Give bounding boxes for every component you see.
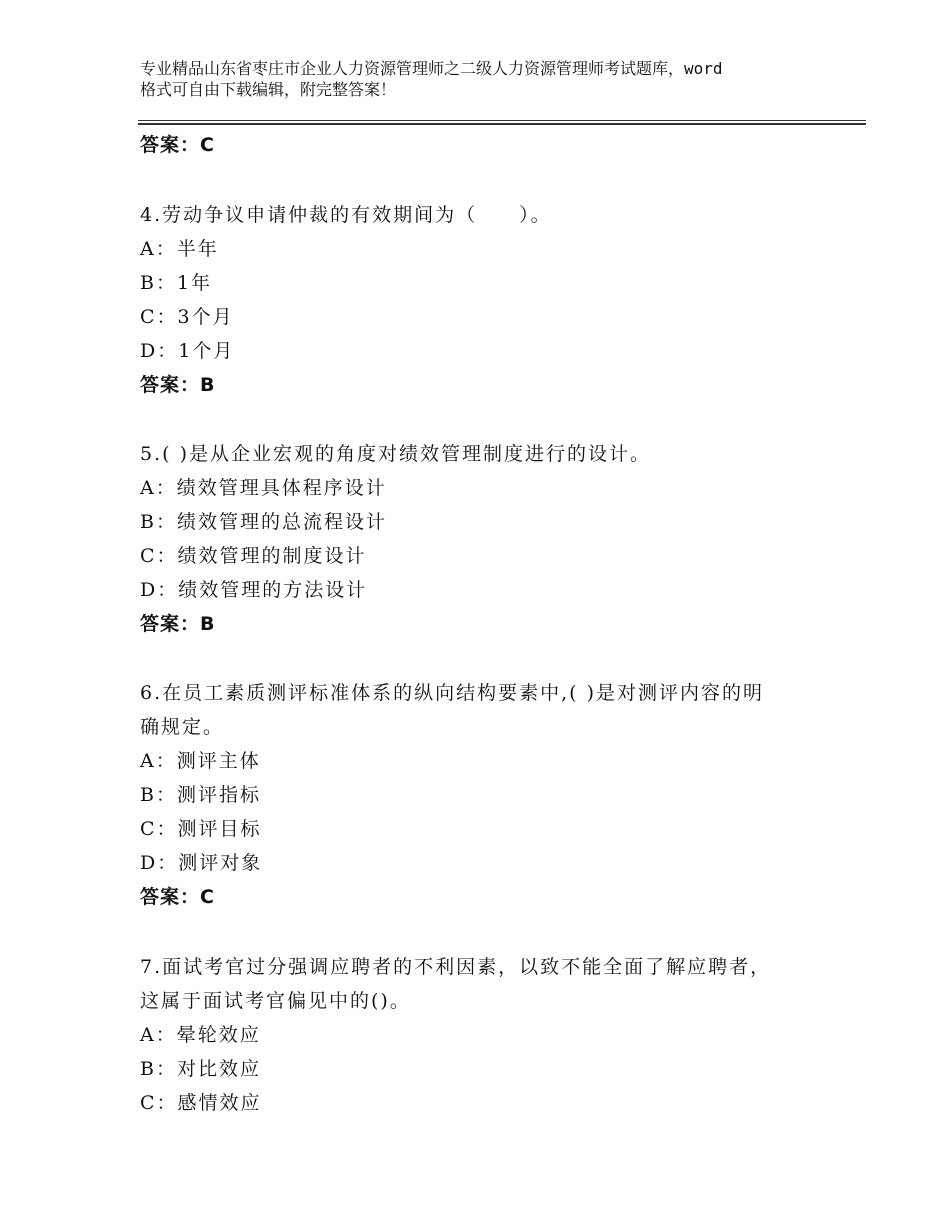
question-stem: 6.在员工素质测评标准体系的纵向结构要素中,( )是对测评内容的明 [140, 682, 765, 704]
header-line-2: 格式可自由下载编辑，附完整答案！ [140, 80, 397, 99]
option-c: C：3个月 [140, 306, 234, 328]
option-c: C：感情效应 [140, 1092, 262, 1114]
option-a: A：晕轮效应 [140, 1024, 261, 1046]
answer-line: 答案：C [140, 886, 215, 908]
answer-line: 答案：B [140, 374, 216, 396]
header-divider [138, 120, 866, 125]
question-stem: 4.劳动争议申请仲裁的有效期间为（ ）。 [140, 204, 552, 226]
answer-line: 答案：B [140, 613, 216, 635]
option-d: D：测评对象 [140, 852, 263, 874]
question-stem: 5.( )是从企业宏观的角度对绩效管理制度进行的设计。 [140, 443, 651, 465]
option-a: A：半年 [140, 238, 219, 260]
option-b: B：1年 [140, 272, 213, 294]
option-c: C：绩效管理的制度设计 [140, 545, 367, 567]
option-b: B：对比效应 [140, 1058, 261, 1080]
page-header [140, 58, 840, 100]
option-a: A：测评主体 [140, 750, 261, 772]
question-stem: 7.面试考官过分强调应聘者的不利因素，以致不能全面了解应聘者， [140, 956, 772, 978]
question-stem-cont: 确规定。 [140, 716, 225, 738]
answer-line: 答案：C [140, 134, 215, 156]
header-line-1: 专业精品山东省枣庄市企业人力资源管理师之二级人力资源管理师考试题库，word [140, 59, 723, 78]
option-d: D：绩效管理的方法设计 [140, 579, 368, 601]
option-b: B：绩效管理的总流程设计 [140, 511, 387, 533]
question-stem-cont: 这属于面试考官偏见中的()。 [140, 990, 411, 1012]
option-b: B：测评指标 [140, 784, 261, 806]
option-a: A：绩效管理具体程序设计 [140, 477, 387, 499]
option-c: C：测评目标 [140, 818, 262, 840]
option-d: D：1个月 [140, 340, 235, 362]
